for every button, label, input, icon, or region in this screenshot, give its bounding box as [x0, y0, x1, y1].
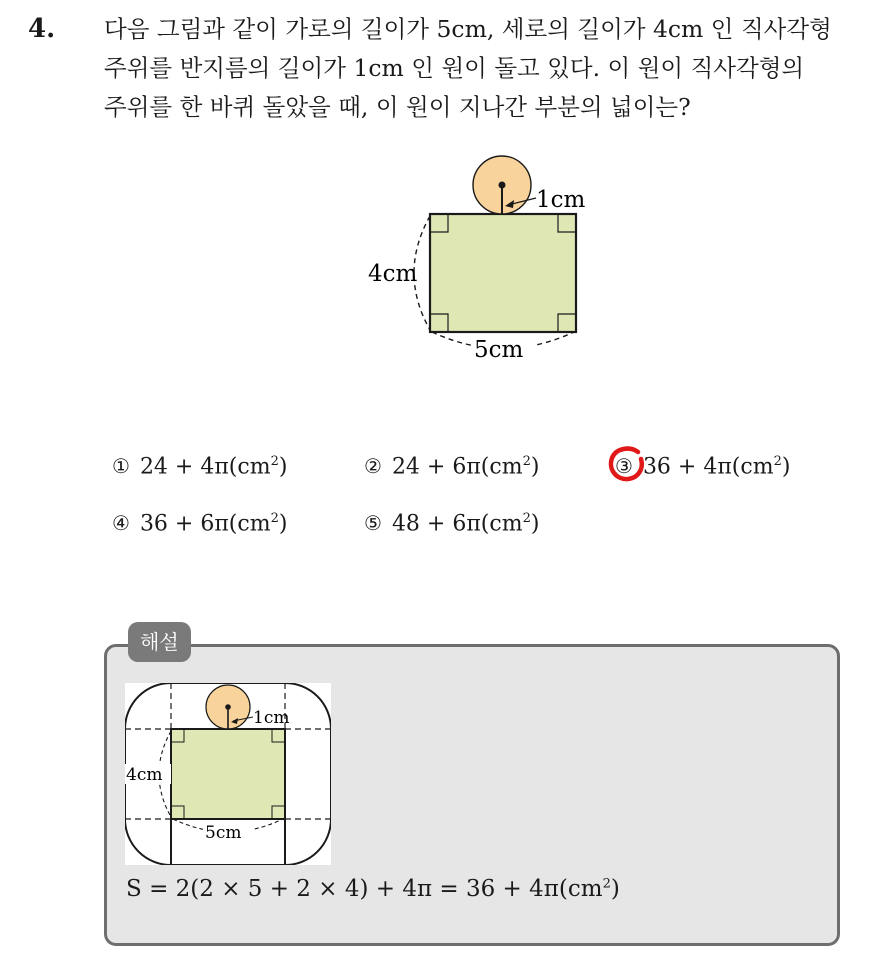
choice-exponent: 2 — [270, 511, 279, 526]
choice-exponent: 2 — [773, 454, 782, 469]
width-label: 5cm — [474, 337, 524, 363]
choice-exponent: 2 — [270, 454, 279, 469]
radius-label: 1cm — [536, 187, 586, 213]
solution-tag: 해설 — [128, 622, 191, 662]
choice-exponent: 2 — [522, 511, 531, 526]
choice-close: ) — [278, 454, 288, 480]
inner-rectangle — [171, 729, 285, 819]
choice-exponent: 2 — [522, 454, 531, 469]
solution-formula — [126, 876, 620, 902]
question-number: 4. — [28, 14, 56, 44]
choice-1[interactable] — [112, 454, 287, 479]
solution-radius-label: 1cm — [253, 708, 290, 728]
choice-text: 36 + 6π(cm — [139, 511, 271, 537]
choice-number: ④ — [112, 511, 130, 536]
question-text — [104, 10, 874, 127]
choice-text: 36 + 4π(cm — [642, 454, 774, 480]
choice-close: ) — [530, 511, 540, 537]
choice-5[interactable] — [364, 511, 539, 536]
choice-number: ③ — [615, 454, 633, 479]
formula-text: S = 2(2 × 5 + 2 × 4) + 4π = 36 + 4π(cm — [126, 876, 603, 902]
formula-exponent: 2 — [602, 876, 611, 892]
choice-number: ⑤ — [364, 511, 382, 536]
question-line-2: 주위를 반지름의 길이가 1cm 인 원이 돌고 있다. 이 원이 직사각형의 — [104, 54, 805, 82]
choice-2[interactable] — [364, 454, 539, 479]
problem-figure — [358, 150, 618, 368]
choice-text: 24 + 4π(cm — [139, 454, 271, 480]
choice-text: 48 + 6π(cm — [391, 511, 523, 537]
choice-number: ① — [112, 454, 130, 479]
height-label: 4cm — [368, 261, 418, 287]
choice-close: ) — [278, 511, 288, 537]
rectangle-shape — [430, 214, 576, 332]
choice-close: ) — [781, 454, 791, 480]
choice-close: ) — [530, 454, 540, 480]
solution-figure — [125, 683, 331, 865]
solution-width-label: 5cm — [205, 823, 242, 843]
question-line-1: 다음 그림과 같이 가로의 길이가 5cm, 세로의 길이가 4cm 인 직사각형 — [104, 15, 832, 43]
solution-height-label: 4cm — [126, 765, 163, 785]
formula-close: ) — [610, 876, 620, 902]
choice-text: 24 + 6π(cm — [391, 454, 523, 480]
question-line-3: 주위를 한 바퀴 돌았을 때, 이 원이 지나간 부분의 넓이는? — [104, 93, 691, 121]
choice-4[interactable] — [112, 511, 287, 536]
choice-number: ② — [364, 454, 382, 479]
answer-mark-icon — [608, 445, 646, 483]
